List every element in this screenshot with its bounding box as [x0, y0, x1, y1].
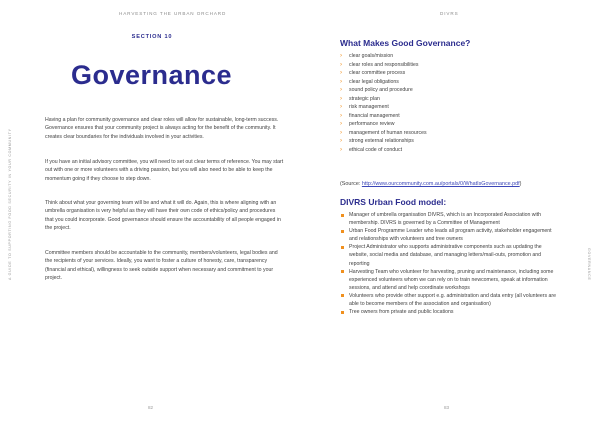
- list-item: › management of human resources: [340, 128, 427, 136]
- square-bullet-icon: [341, 230, 344, 233]
- list-item: › clear legal obligations: [340, 77, 399, 85]
- list-item: › strategic plan: [340, 94, 380, 102]
- paragraph-governing-team: Think about what your governing team will be and what it will do. Again, this is where aligning with an umbrella organisation is very helpful as they will have their own code of ethics/policy and procedures that you could incorporate. Good governance should ensure the accountability of all people engaged in the project.: [45, 200, 281, 232]
- list-item: › clear committee process: [340, 69, 406, 76]
- source-link[interactable]: http://www.ourcommunity.com.au/portals/0/WhatIsGovernance.pdf: [361, 181, 520, 187]
- running-header-right: DIVRS: [440, 11, 459, 16]
- running-header-left: HARVESTING THE URBAN ORCHARD: [119, 11, 227, 16]
- list-item: Tree owners from private and public locations: [340, 308, 558, 316]
- chevron-right-icon: ›: [340, 86, 343, 93]
- governance-checklist: [340, 52, 427, 154]
- list-item: › ethical code of conduct: [340, 145, 403, 153]
- square-bullet-icon: [341, 311, 344, 314]
- chevron-right-icon: ›: [340, 69, 343, 76]
- paragraph-intro: Having a plan for community governance and clear roles will allow for sustainable, long-term success. Governance ensures that your community project is always acting for the benefit of the community. It creates clear boundaries for the individuals involved in your activities.: [45, 117, 279, 140]
- chevron-right-icon: ›: [340, 52, 343, 59]
- chevron-right-icon: ›: [340, 145, 343, 153]
- chevron-right-icon: ›: [340, 128, 343, 136]
- side-caption-right: GOVERNANCE: [587, 248, 591, 281]
- urban-food-model-heading: DIVRS Urban Food model:: [340, 197, 447, 207]
- list-item: › risk management: [340, 103, 389, 110]
- list-item: › financial management: [340, 111, 400, 119]
- chevron-right-icon: ›: [340, 60, 343, 68]
- page-number-left: 82: [148, 405, 154, 410]
- square-bullet-icon: [341, 270, 344, 273]
- list-item: Harvesting Team who volunteer for harvesting, pruning and maintenance, including some experienced volunteers whom we can rely on to train newcomers, speak at information sessions, and attend and help coordinate workshops: [340, 268, 558, 292]
- list-item: Project Administrator who supports administrative components such as updating the website, social media and database, and managing letters/mail-outs, promotion and reporting: [340, 243, 558, 267]
- list-item: › performance review: [340, 120, 395, 127]
- list-item: › sound policy and procedure: [340, 86, 413, 93]
- square-bullet-icon: [341, 294, 344, 297]
- paragraph-advisory-committee: If you have an initial advisory committee, you will need to set out clear terms of reference. You may start out with one or more volunteers with a driving passion, but you will also need to be able to keep the momentum going if they choose to step down.: [45, 159, 284, 182]
- list-item: › strong external relationships: [340, 137, 414, 144]
- square-bullet-icon: [341, 246, 344, 249]
- chevron-right-icon: ›: [340, 77, 343, 85]
- urban-food-model-list: [340, 211, 558, 316]
- list-item: › clear roles and responsibilities: [340, 60, 419, 68]
- list-item: › clear goals/mission: [340, 52, 394, 59]
- chevron-right-icon: ›: [340, 111, 343, 119]
- list-item: Manager of umbrella organisation DIVRS, which is an Incorporated Association with membership. DIVRS is governed by a Committee of Management: [340, 211, 558, 227]
- chevron-right-icon: ›: [340, 137, 343, 144]
- section-label: SECTION 10: [131, 34, 173, 40]
- paragraph-accountability: Committee members should be accountable to the community, members/volunteers, legal bodies and the recipients of your services. Ideally, you want to foster a culture of honesty, care, transparency (financial and ethical), willingness to seek outside support when necessary and commitment to your project.: [45, 250, 278, 282]
- source-citation: (Source: http://www.ourcommunity.com.au/portals/0/WhatIsGovernance.pdf): [340, 181, 522, 187]
- side-caption-left: A GUIDE TO SUPPORTING FOOD SECURITY IN YOUR COMMUNITY: [8, 128, 12, 280]
- list-item: Volunteers who provide other support e.g. administration and data entry (all volunteers are able to become members of the association and organisation): [340, 292, 558, 308]
- square-bullet-icon: [341, 214, 344, 217]
- governance-heading: What Makes Good Governance?: [340, 38, 471, 48]
- page-title: Governance: [70, 60, 233, 90]
- chevron-right-icon: ›: [340, 94, 343, 102]
- page-number-right: 83: [444, 405, 450, 410]
- chevron-right-icon: ›: [340, 103, 343, 110]
- list-item: Urban Food Programme Leader who leads all program activity, stakeholder engagement and relationships with volunteers and tree owners: [340, 227, 558, 243]
- chevron-right-icon: ›: [340, 120, 343, 127]
